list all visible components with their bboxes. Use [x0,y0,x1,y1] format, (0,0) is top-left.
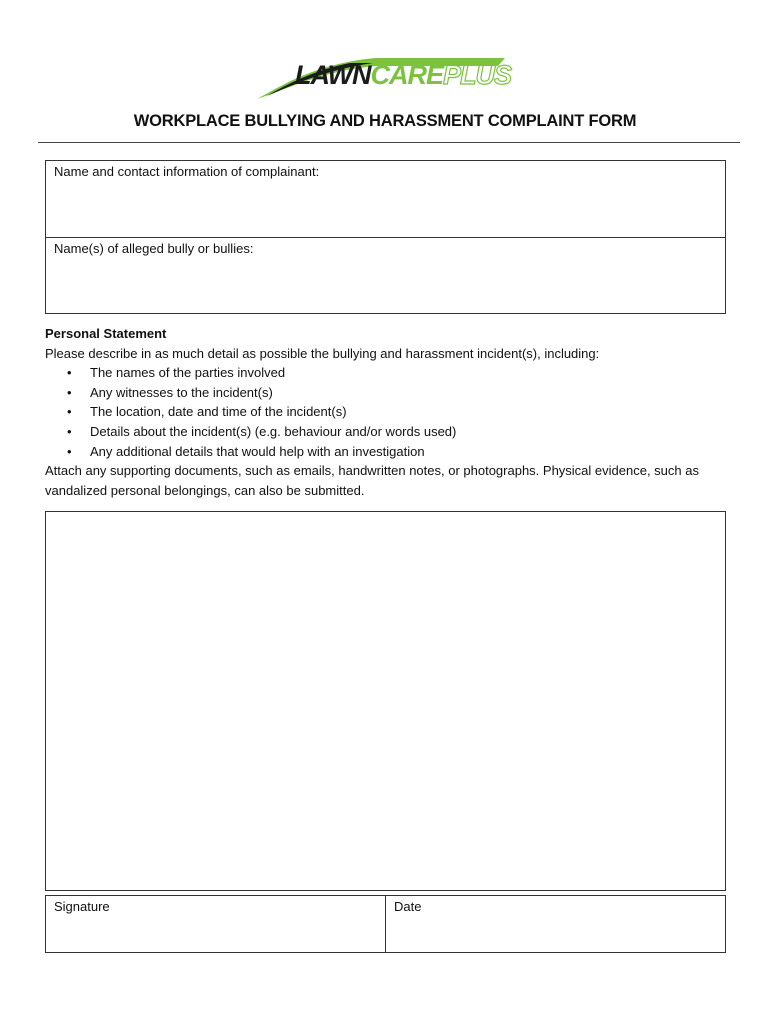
list-item-text: Any additional details that would help with an investigation [90,443,425,459]
form-title: WORKPLACE BULLYING AND HARASSMENT COMPLAINT FORM [133,112,637,130]
date-field[interactable] [385,895,726,953]
statement-intro: Please describe in as much detail as possible the bullying and harassment incident(s), including: [45,345,600,361]
list-item [67,442,735,462]
bullet-icon: • [67,443,72,459]
signature-label: Signature [54,899,110,914]
logo-part-care: CARE [370,60,443,90]
company-logo [255,54,510,102]
complainant-info-label: Name and contact information of complainant: [54,164,320,179]
complainant-info-field[interactable] [45,160,726,238]
list-item-text: Any witnesses to the incident(s) [90,384,273,400]
date-label: Date [394,899,422,914]
signature-field[interactable] [45,895,386,953]
bullet-icon: • [67,404,72,420]
personal-statement-heading: Personal Statement [45,326,167,341]
bullet-icon: • [67,384,72,400]
personal-statement-field[interactable] [45,511,726,891]
title-divider [38,142,740,143]
list-item-text: Details about the incident(s) (e.g. behaviour and/or words used) [90,423,457,439]
list-item [67,363,735,383]
alleged-bully-label: Name(s) of alleged bully or bullies: [54,241,254,256]
logo-wordmark [295,60,511,91]
logo-part-plus: PLUS [443,60,512,90]
list-item [67,422,735,442]
bullet-icon: • [67,365,72,381]
logo-part-lawn: LAWN [295,60,371,90]
list-item [67,383,735,403]
personal-statement-instructions [45,324,735,500]
list-item-text: The location, date and time of the incident(s) [90,404,347,420]
bullet-icon: • [67,423,72,439]
statement-bullet-list [45,363,735,461]
list-item-text: The names of the parties involved [90,365,286,381]
alleged-bully-field[interactable] [45,237,726,314]
attach-note: Attach any supporting documents, such as emails, handwritten notes, or photographs. Physical evidence, such as vandalized personal belongings, can also be submitted. [45,463,699,498]
list-item [67,402,735,422]
